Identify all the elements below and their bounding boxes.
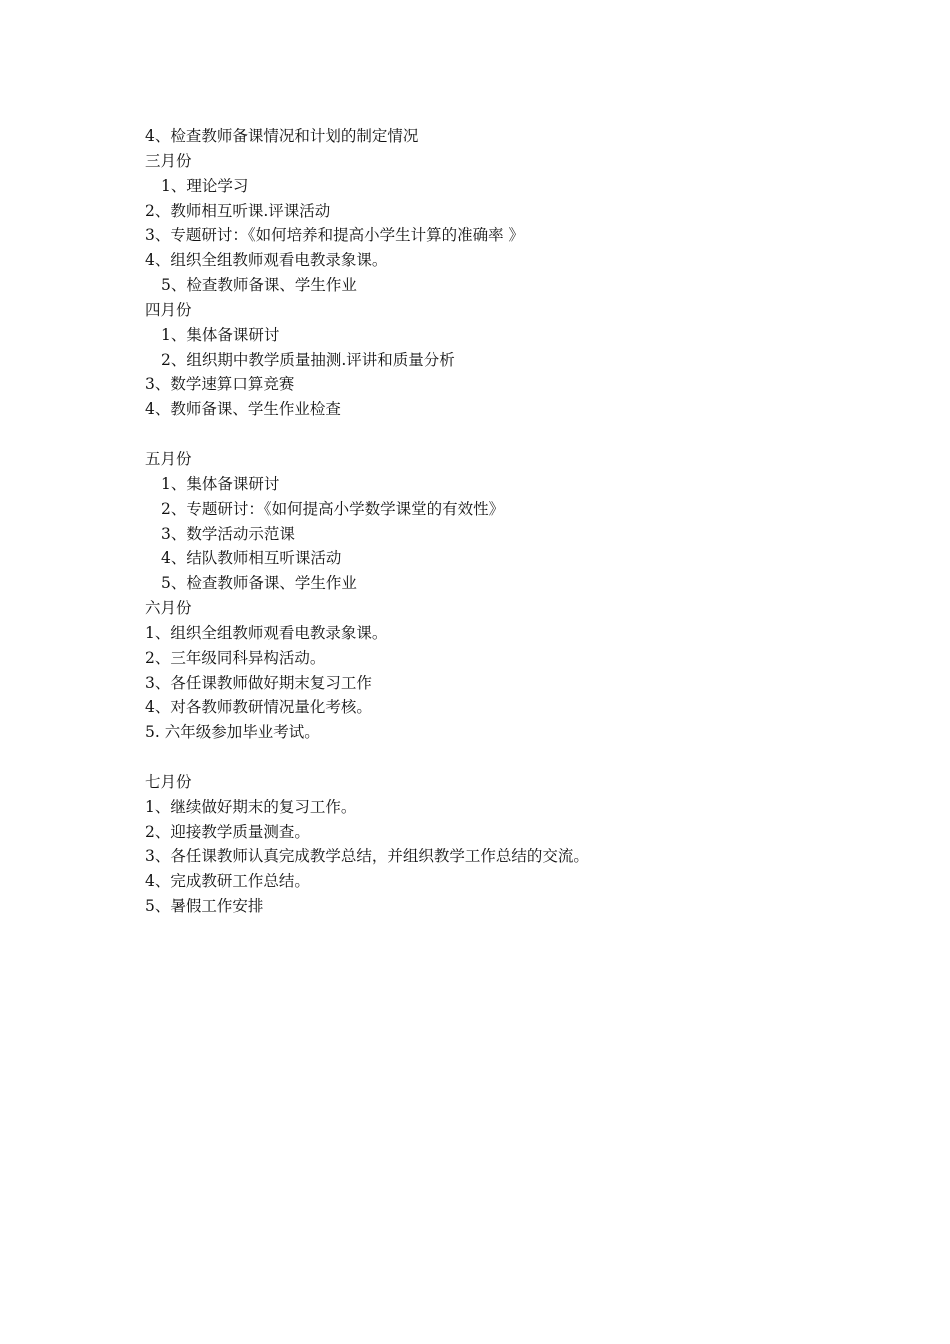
document-line: 4、结队教师相互听课活动 — [161, 549, 342, 568]
document-line: 4、教师备课、学生作业检查 — [145, 400, 341, 419]
document-line: 5、暑假工作安排 — [145, 897, 264, 916]
document-line: 1、继续做好期末的复习工作。 — [145, 797, 357, 816]
document-line: 2、教师相互听课.评课活动 — [145, 201, 331, 220]
document-line: 3、数学速算口算竞赛 — [145, 375, 295, 394]
blank-line — [145, 422, 845, 447]
document-line: 七月份 — [145, 772, 192, 791]
document-line: 4、组织全组教师观看电教录象课。 — [145, 251, 388, 270]
document-line: 5、检查教师备课、学生作业 — [161, 574, 357, 593]
document-line: 3、数学活动示范课 — [161, 524, 295, 543]
document-line: 1、集体备课研讨 — [161, 474, 280, 493]
document-line: 3、专题研讨：《如何培养和提高小学生计算的准确率 》 — [145, 226, 525, 245]
document-line: 2、组织期中教学质量抽测.评讲和质量分析 — [161, 350, 455, 369]
document-line: 5. 六年级参加毕业考试。 — [145, 723, 320, 742]
document-line: 5、检查教师备课、学生作业 — [161, 276, 357, 295]
document-line: 六月份 — [145, 599, 192, 618]
blank-line — [145, 745, 845, 770]
document-line: 2、专题研讨：《如何提高小学数学课堂的有效性》 — [161, 499, 505, 518]
document-line: 五月份 — [145, 449, 192, 468]
document-line: 三月份 — [145, 151, 192, 170]
document-line: 4、对各教师教研情况量化考核。 — [145, 698, 372, 717]
document-body — [145, 124, 845, 919]
document-line: 1、组织全组教师观看电教录象课。 — [145, 623, 388, 642]
document-line: 4、完成教研工作总结。 — [145, 872, 310, 891]
document-line: 四月份 — [145, 300, 192, 319]
document-line: 2、三年级同科异构活动。 — [145, 648, 326, 667]
document-line: 4、检查教师备课情况和计划的制定情况 — [145, 127, 419, 145]
document-line: 2、迎接教学质量测查。 — [145, 822, 310, 841]
document-line: 1、集体备课研讨 — [161, 325, 280, 344]
document-line: 1、理论学习 — [161, 176, 249, 195]
document-line: 3、各任课教师做好期末复习工作 — [145, 673, 372, 692]
document-line: 3、各任课教师认真完成教学总结，并组织教学工作总结的交流。 — [145, 847, 589, 866]
